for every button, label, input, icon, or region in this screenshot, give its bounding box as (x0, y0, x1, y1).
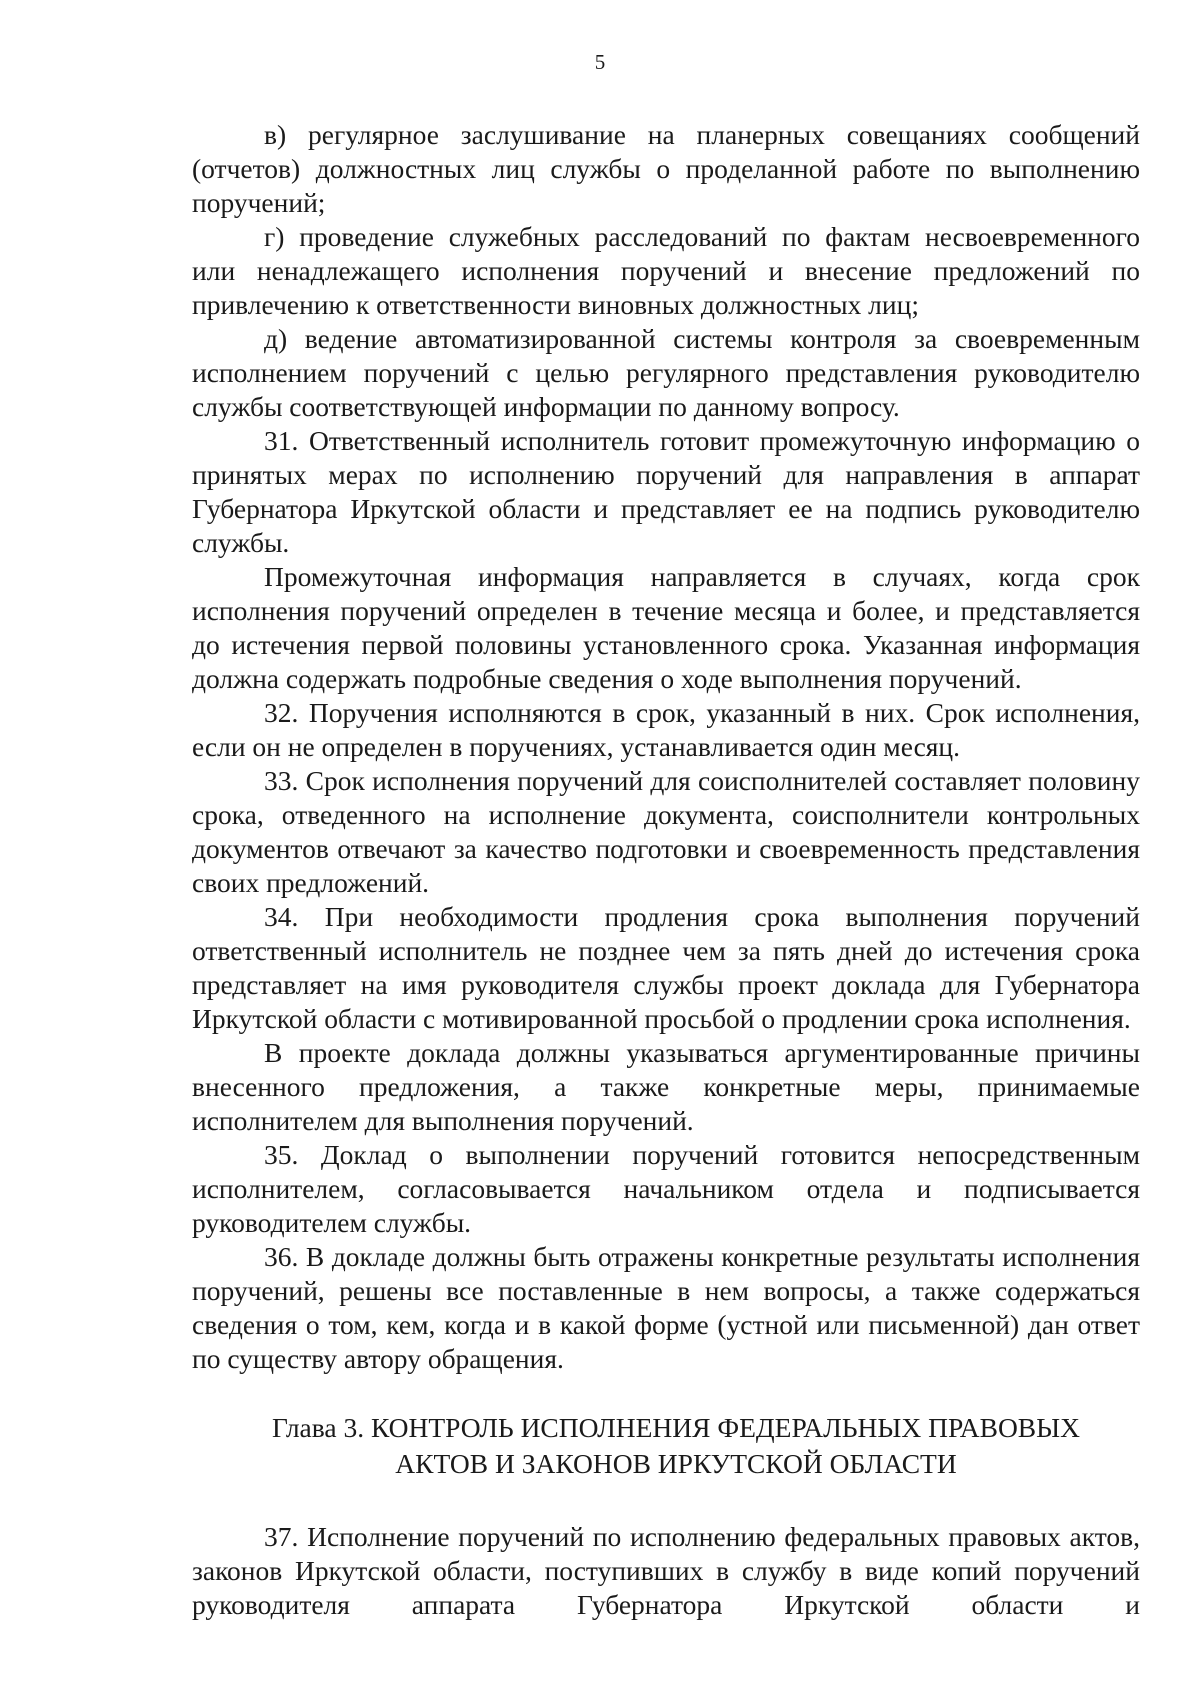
document-body (192, 118, 1140, 1622)
chapter-heading (192, 1410, 1140, 1482)
paragraph-interim-info: Промежуточная информация направляется в случаях, когда срок исполнения поручений определен в течение месяца и более, и представляется до истечения первой половины установленного срока. Указанная информация должна содержать подробные сведения о ходе выполнения поручений. (192, 561, 1140, 694)
paragraph-33: 33. Срок исполнения поручений для соисполнителей составляет половину срока, отведенного на исполнение документа, соисполнители контрольных документов отвечают за качество подготовки и своевременность представления своих предложений. (192, 765, 1140, 898)
chapter-heading-line1: Глава 3. КОНТРОЛЬ ИСПОЛНЕНИЯ ФЕДЕРАЛЬНЫХ ПРАВОВЫХ (272, 1412, 1080, 1443)
paragraph-draft-report: В проекте доклада должны указываться аргументированные причины внесенного предложения, а также конкретные меры, принимаемые исполнителем для выполнения поручений. (192, 1037, 1140, 1136)
paragraph-item-g: г) проведение служебных расследований по фактам несвоевременного или ненадлежащего исполнения поручений и внесение предложений по привлечению к ответственности виновных должностных лиц; (192, 221, 1140, 320)
paragraph-34: 34. При необходимости продления срока выполнения поручений ответственный исполнитель не позднее чем за пять дней до истечения срока представляет на имя руководителя службы проект доклада для Губернатора Иркутской области с мотивированной просьбой о продлении срока исполнения. (192, 901, 1140, 1034)
paragraph-31: 31. Ответственный исполнитель готовит промежуточную информацию о принятых мерах по исполнению поручений для направления в аппарат Губернатора Иркутской области и представляет ее на подпись руководителю службы. (192, 425, 1140, 558)
paragraph-32: 32. Поручения исполняются в срок, указанный в них. Срок исполнения, если он не определен в поручениях, устанавливается один месяц. (192, 697, 1140, 762)
paragraph-item-d: д) ведение автоматизированной системы контроля за своевременным исполнением поручений с целью регулярного представления руководителю службы соответствующей информации по данному вопросу. (192, 323, 1140, 422)
paragraph-35: 35. Доклад о выполнении поручений готовится непосредственным исполнителем, согласовывается начальником отдела и подписывается руководителем службы. (192, 1139, 1140, 1238)
page-number: 5 (594, 50, 606, 74)
paragraph-37: 37. Исполнение поручений по исполнению федеральных правовых актов, законов Иркутской области, поступивших в службу в виде копий поручений руководителя аппарата Губернатора Иркутской области и (192, 1521, 1140, 1620)
paragraph-item-v: в) регулярное заслушивание на планерных совещаниях сообщений (отчетов) должностных лиц службы о проделанной работе по выполнению поручений; (192, 119, 1140, 218)
paragraph-36: 36. В докладе должны быть отражены конкретные результаты исполнения поручений, решены все поставленные в нем вопросы, а также содержаться сведения о том, кем, когда и в какой форме (устной или письменной) дан ответ по существу автору обращения. (192, 1241, 1140, 1374)
chapter-heading-line2: АКТОВ И ЗАКОНОВ ИРКУТСКОЙ ОБЛАСТИ (395, 1448, 957, 1479)
